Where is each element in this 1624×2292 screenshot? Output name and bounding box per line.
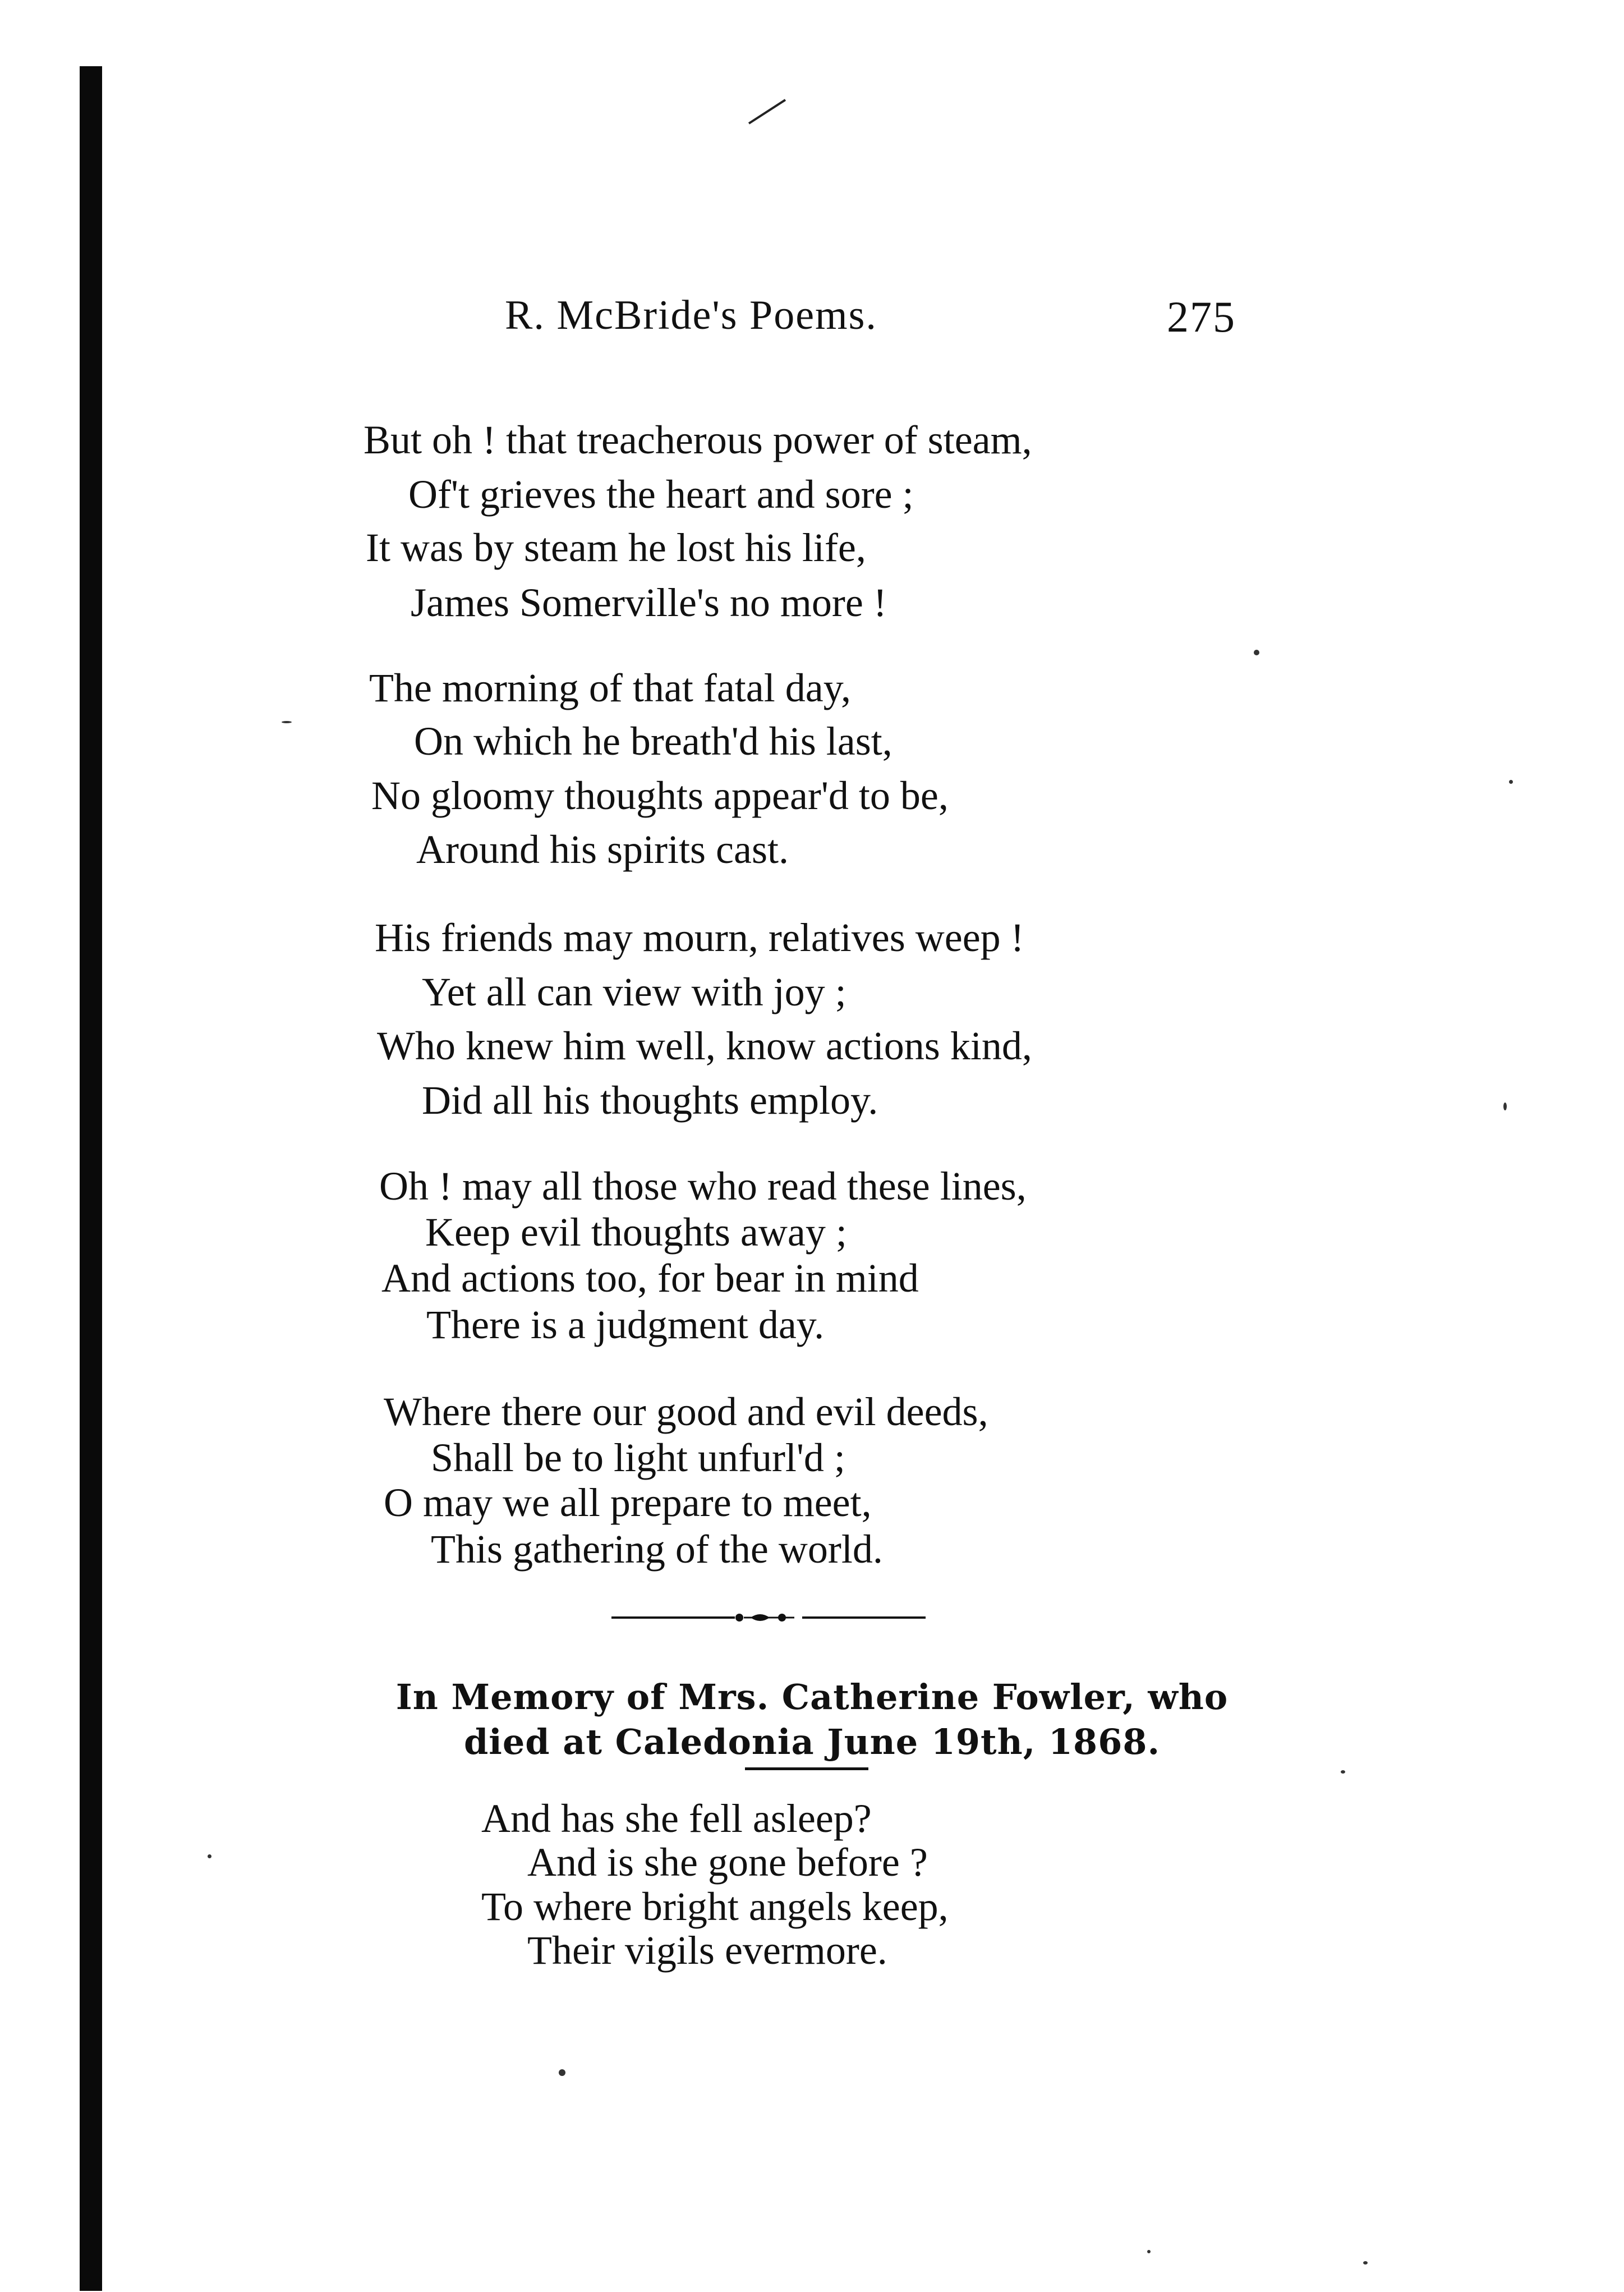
verse-line: And is she gone before ? xyxy=(527,1840,928,1885)
verse-line: Yet all can view with joy ; xyxy=(422,970,846,1014)
verse-line: But oh ! that treacherous power of steam, xyxy=(364,417,1032,462)
speck xyxy=(1254,650,1259,655)
verse-line: To where bright angels keep, xyxy=(481,1884,949,1929)
verse-line: Oh ! may all those who read these lines, xyxy=(379,1164,1027,1209)
page-number: 275 xyxy=(1167,292,1236,341)
verse-line: Keep evil thoughts away ; xyxy=(425,1210,847,1255)
verse-line: On which he breath'd his last, xyxy=(414,719,892,764)
verse-line: Did all his thoughts employ. xyxy=(422,1078,878,1123)
verse-line: Around his spirits cast. xyxy=(416,827,789,872)
speck xyxy=(282,721,292,723)
verse-line: And has she fell asleep? xyxy=(481,1796,872,1841)
verse-line: Who knew him well, know actions kind, xyxy=(377,1023,1032,1068)
speck xyxy=(1509,780,1513,784)
title-underline-rule xyxy=(745,1767,868,1770)
speck xyxy=(1503,1103,1507,1110)
speck xyxy=(1341,1770,1345,1774)
verse-line: Their vigils evermore. xyxy=(527,1928,887,1973)
verse-line: And actions too, for bear in mind xyxy=(381,1256,919,1301)
speck xyxy=(1147,2250,1151,2253)
verse-line: It was by steam he lost his life, xyxy=(366,525,866,570)
speck xyxy=(208,1854,211,1858)
verse-line: This gathering of the world. xyxy=(431,1527,883,1572)
poem-title-line-1: In Memory of Mrs. Catherine Fowler, who xyxy=(395,1676,1229,1717)
running-title: R. McBride's Poems. xyxy=(505,292,877,338)
page-header xyxy=(0,292,1624,348)
pencil-mark xyxy=(746,95,791,129)
binding-edge xyxy=(80,66,102,2291)
verse-line: Shall be to light unfurl'd ; xyxy=(431,1435,845,1480)
speck xyxy=(559,2069,565,2076)
verse-line: His friends may mourn, relatives weep ! xyxy=(375,915,1024,960)
verse-line: Where there our good and evil deeds, xyxy=(384,1389,988,1434)
verse-line: The morning of that fatal day, xyxy=(369,665,852,710)
ornamental-divider xyxy=(611,1609,926,1626)
verse-line: There is a judgment day. xyxy=(426,1302,825,1347)
verse-line: Of't grieves the heart and sore ; xyxy=(408,472,914,517)
verse-line: O may we all prepare to meet, xyxy=(384,1480,872,1525)
verse-line: James Somerville's no more ! xyxy=(411,580,887,625)
poem-title-line-2: died at Caledonia June 19th, 1868. xyxy=(463,1721,1161,1762)
speck xyxy=(1363,2261,1368,2265)
verse-line: No gloomy thoughts appear'd to be, xyxy=(371,773,949,818)
